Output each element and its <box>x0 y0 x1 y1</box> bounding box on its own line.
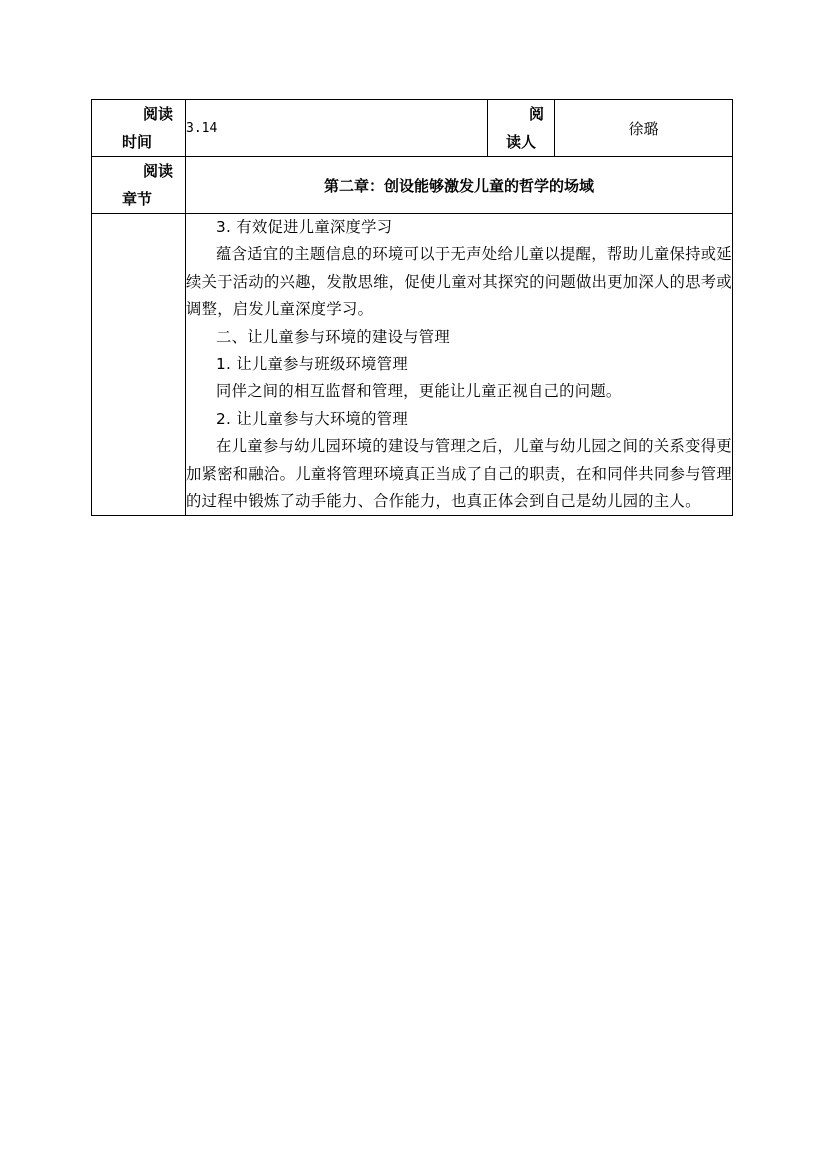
header-row <box>92 100 733 157</box>
reader-name: 徐璐 <box>555 100 733 157</box>
notes-paragraph: 在儿童参与幼儿园环境的建设与管理之后，儿童与幼儿园之间的关系变得更加紧密和融洽。儿童将管理环境真正当成了自己的职责，在和同伴共同参与管理的过程中锻炼了动手能力、合作能力，也真正体会到自己是幼儿园的主人。 <box>186 437 732 511</box>
chapter-row <box>92 157 733 214</box>
content-label-empty <box>92 214 186 516</box>
notes-paragraph: 同伴之间的相互监督和管理，更能让儿童正视自己的问题。 <box>216 382 622 401</box>
reading-notes <box>186 214 733 516</box>
notes-paragraph: 二、让儿童参与环境的建设与管理 <box>216 327 450 346</box>
notes-paragraph: 3. 有效促进儿童深度学习 <box>216 218 393 236</box>
notes-paragraph: 蕴含适宜的主题信息的环境可以于无声处给儿童以提醒，帮助儿童保持或延续关于活动的兴趣，发散思维，促使儿童对其探究的问题做出更加深人的思考或调整，启发儿童深度学习。 <box>186 245 732 319</box>
reading-record-table <box>91 99 733 516</box>
reading-chapter-label: 阅读 章节 <box>92 157 186 214</box>
reading-time-value: 3.14 <box>186 100 488 157</box>
reading-time-label: 阅读 时间 <box>92 100 186 157</box>
notes-paragraph: 2. 让儿童参与大环境的管理 <box>216 409 408 428</box>
notes-paragraph: 1. 让儿童参与班级环境管理 <box>216 355 408 374</box>
content-row <box>92 214 733 516</box>
chapter-title: 第二章：创设能够激发儿童的哲学的场域 <box>186 157 733 214</box>
reader-label: 阅 读人 <box>488 100 555 157</box>
